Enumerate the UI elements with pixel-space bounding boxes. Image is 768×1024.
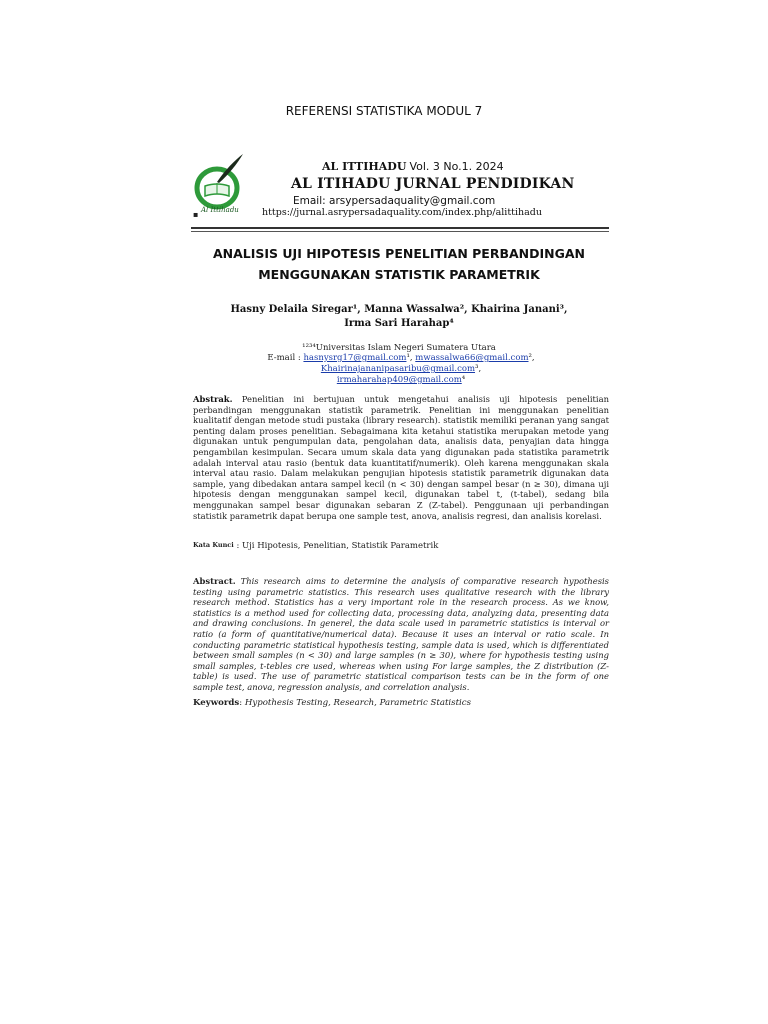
abstract-en bbox=[193, 576, 609, 693]
paper-title bbox=[190, 243, 608, 285]
title-line-1: ANALISIS UJI HIPOTESIS PENELITIAN PERBANDINGAN bbox=[212, 246, 586, 261]
abstrak-text: Penelitian ini bertujuan untuk mengetahui analisis uji hipotesis penelitian perbandingan menggunakan statistik parametrik. Penelitian ini menggunakan penelitian kualitatif dengan metode studi pustaka (library research). statistik memiliki peranan yang sangat penting dalam proses penelitian. Sebagaimana kita ketahui statistika merupakan metode yang digunakan untuk pengumpulan data, pengolahan data, analisis data, penyajian data hingga pengambilan kesimpulan. Secara umum skala data yang digunakan pada statistika parametrik adalah interval atau rasio (bentuk data kuantitatif/numerik). Oleh karena menggunakan skala interval atau rasio. Dalam melakukan pengujian hipotesis statistik parametrik digunakan data sample, yang dibedakan antara sampel kecil (n < 30) dengan sampel besar (n ≥ 30), dimana uji hipotesis dengan menggunakan sampel kecil, digunakan tabel t, (t-tabel), sedang bila menggunakan sampel besar digunakan sebaran Z (Z-tabel). Penggunaan uji perbandingan statistik parametrik dapat berupa one sample test, anova, analisis regresi, dan analisis korelasi. bbox=[193, 394, 609, 521]
email-sup-4: ⁴ bbox=[461, 375, 466, 385]
abstract-label: Abstract. bbox=[193, 576, 236, 586]
logo-lettering: Al Ittihadu bbox=[201, 206, 239, 214]
email-link-1[interactable]: hasnysrg17@gmail.com bbox=[303, 353, 407, 363]
header-rule-thick bbox=[191, 227, 609, 229]
abstract-text: This research aims to determine the analysis of comparative research hypothesis testing using parametric statistics. This research uses qualitative research with the library research method. Statistics has a very important role in the research process. As we know, statistics is a method used for collecting data, processing data, analyzing data, presenting data and drawing conclusions. In generel, the data scale used in parametric statistics is interval or ratio (a form of quantitative/numerical data). Because it uses an interval or ratio scale. In conducting parametric statistical hypothesis testing, sample data is used, which is differentiated between small samples (n < 30) and large samples (n ≥ 30), where for hypothesis testing using small samples, t-tebles cre used, whereas when using For large samples, the Z distribution (Z-table) is used. The use of parametric statistical comparison tests can be in the form of one sample test, anova, regression analysis, and correlation analysis. bbox=[193, 576, 609, 692]
journal-logo-icon bbox=[193, 152, 245, 214]
keywords-text: Hypothesis Testing, Research, Parametric Statistics bbox=[244, 698, 471, 708]
email-sup-2: ² bbox=[528, 353, 532, 363]
journal-volume: Vol. 3 No.1. 2024 bbox=[409, 160, 504, 173]
email-link-3[interactable]: Khairinajananipasaribu@gmail.com bbox=[320, 364, 476, 374]
author-emails: E-mail : hasnysrg17@gmail.com¹, mwassalwa66@gmail.com², Khairinajananipasaribu@gmail.com³, irmaharahap409@gmail.com⁴ bbox=[267, 353, 535, 385]
abstrak-id bbox=[193, 394, 609, 521]
header-rule-thin bbox=[191, 231, 609, 232]
bullet-mark: ▪ bbox=[193, 210, 199, 219]
email-link-2[interactable]: mwassalwa66@gmail.com bbox=[415, 353, 529, 363]
kata-kunci-text: : Uji Hipotesis, Penelitian, Statistik Parametrik bbox=[236, 541, 439, 551]
title-line-2: MENGGUNAKAN STATISTIK PARAMETRIK bbox=[258, 267, 540, 282]
journal-short-name: AL ITTIHADU bbox=[322, 160, 407, 173]
kata-kunci-label: Kata Kunci bbox=[193, 541, 234, 549]
authors-line-1: Hasny Delaila Siregar¹, Manna Wassalwa², Khairina Janani³, bbox=[230, 304, 568, 315]
journal-url[interactable]: https://jurnal.asrypersadaquality.com/index.php/alittihadu bbox=[262, 207, 542, 218]
email-sup-1: ¹ bbox=[406, 353, 410, 363]
email-sup-3: ³ bbox=[475, 364, 479, 374]
running-header: REFERENSI STATISTIKA MODUL 7 bbox=[285, 104, 483, 118]
email-label: E-mail : bbox=[267, 353, 304, 363]
keywords-label: Keywords bbox=[193, 698, 240, 708]
abstrak-label: Abstrak. bbox=[193, 394, 233, 404]
kata-kunci bbox=[193, 540, 609, 552]
journal-name: AL ITIHADU JURNAL PENDIDIKAN bbox=[291, 176, 575, 192]
email-link-4[interactable]: irmaharahap409@gmail.com bbox=[336, 375, 462, 385]
keywords: Keywords: Hypothesis Testing, Research, Parametric Statistics bbox=[193, 698, 471, 708]
authors-line-2: Irma Sari Harahap⁴ bbox=[344, 318, 454, 329]
journal-email: Email: arsypersadaquality@gmail.com bbox=[293, 195, 496, 207]
author-list bbox=[190, 303, 608, 331]
affiliation: ¹²³⁴Universitas Islam Negeri Sumatera Utara bbox=[302, 343, 496, 353]
journal-issue-line bbox=[322, 160, 504, 173]
